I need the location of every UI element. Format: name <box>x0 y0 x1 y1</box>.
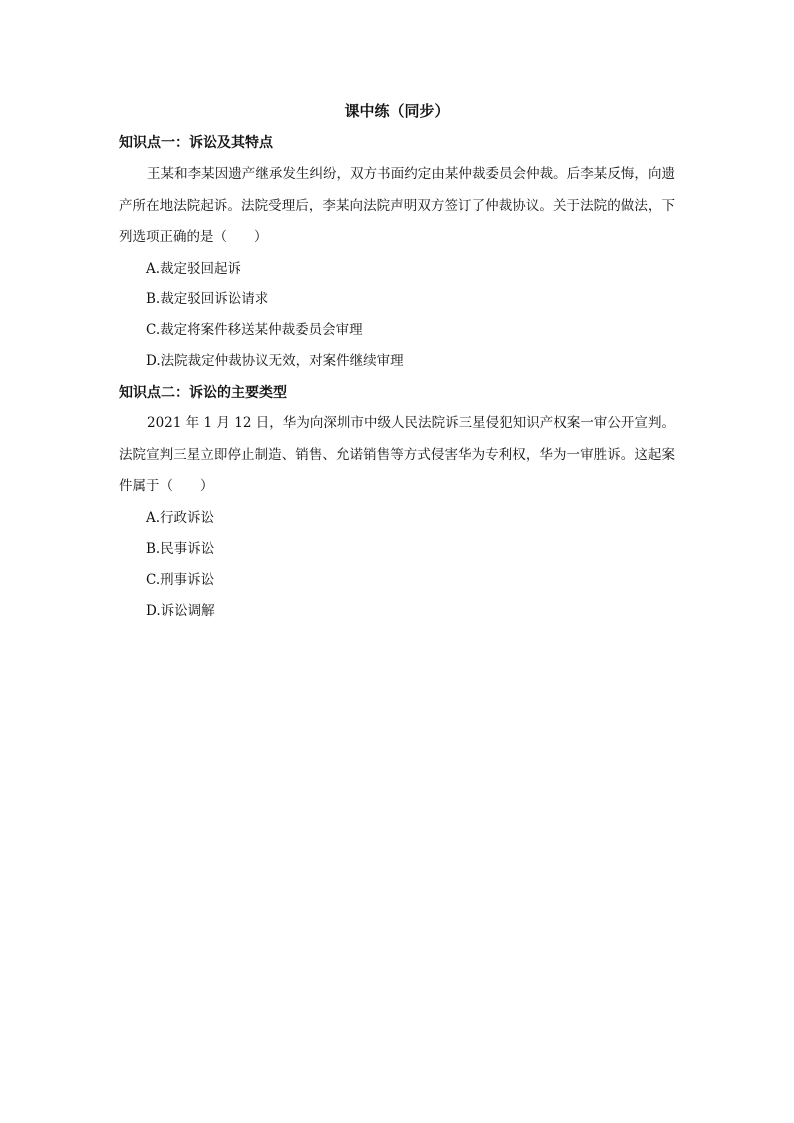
page-title: 课中练（同步） <box>344 102 450 120</box>
section-heading-2: 知识点二：诉讼的主要类型 <box>119 385 287 401</box>
question-2-option-d: D.诉讼调解 <box>146 603 215 619</box>
question-1-option-b: B.裁定驳回诉讼请求 <box>146 291 269 307</box>
question-1-text: 王某和李某因遗产继承发生纠纷，双方书面约定由某仲裁委员会仲裁。后李某反悔，向遗产所在地法院起诉。法院受理后，李某向法院声明双方签订了仲裁协议。关于法院的做法，下列选项正确的是（ ） <box>119 166 675 245</box>
question-2-text: 2021 年 1 月 12 日，华为向深圳市中级人民法院诉三星侵犯知识产权案一审公开宣判。法院宣判三星立即停止制造、销售、允诺销售等方式侵害华为专利权，华为一审胜诉。这起案件属于（ ） <box>119 415 675 494</box>
question-1-option-a: A.裁定驳回起诉 <box>146 261 242 277</box>
question-1-option-d: D.法院裁定仲裁协议无效，对案件继续审理 <box>146 353 404 369</box>
question-2-option-c: C.刑事诉讼 <box>146 572 215 588</box>
question-2-option-a: A.行政诉讼 <box>146 510 215 526</box>
section-heading-1: 知识点一：诉讼及其特点 <box>119 135 273 151</box>
question-1-option-c: C.裁定将案件移送某仲裁委员会审理 <box>146 322 363 338</box>
question-2-option-b: B.民事诉讼 <box>146 541 215 557</box>
